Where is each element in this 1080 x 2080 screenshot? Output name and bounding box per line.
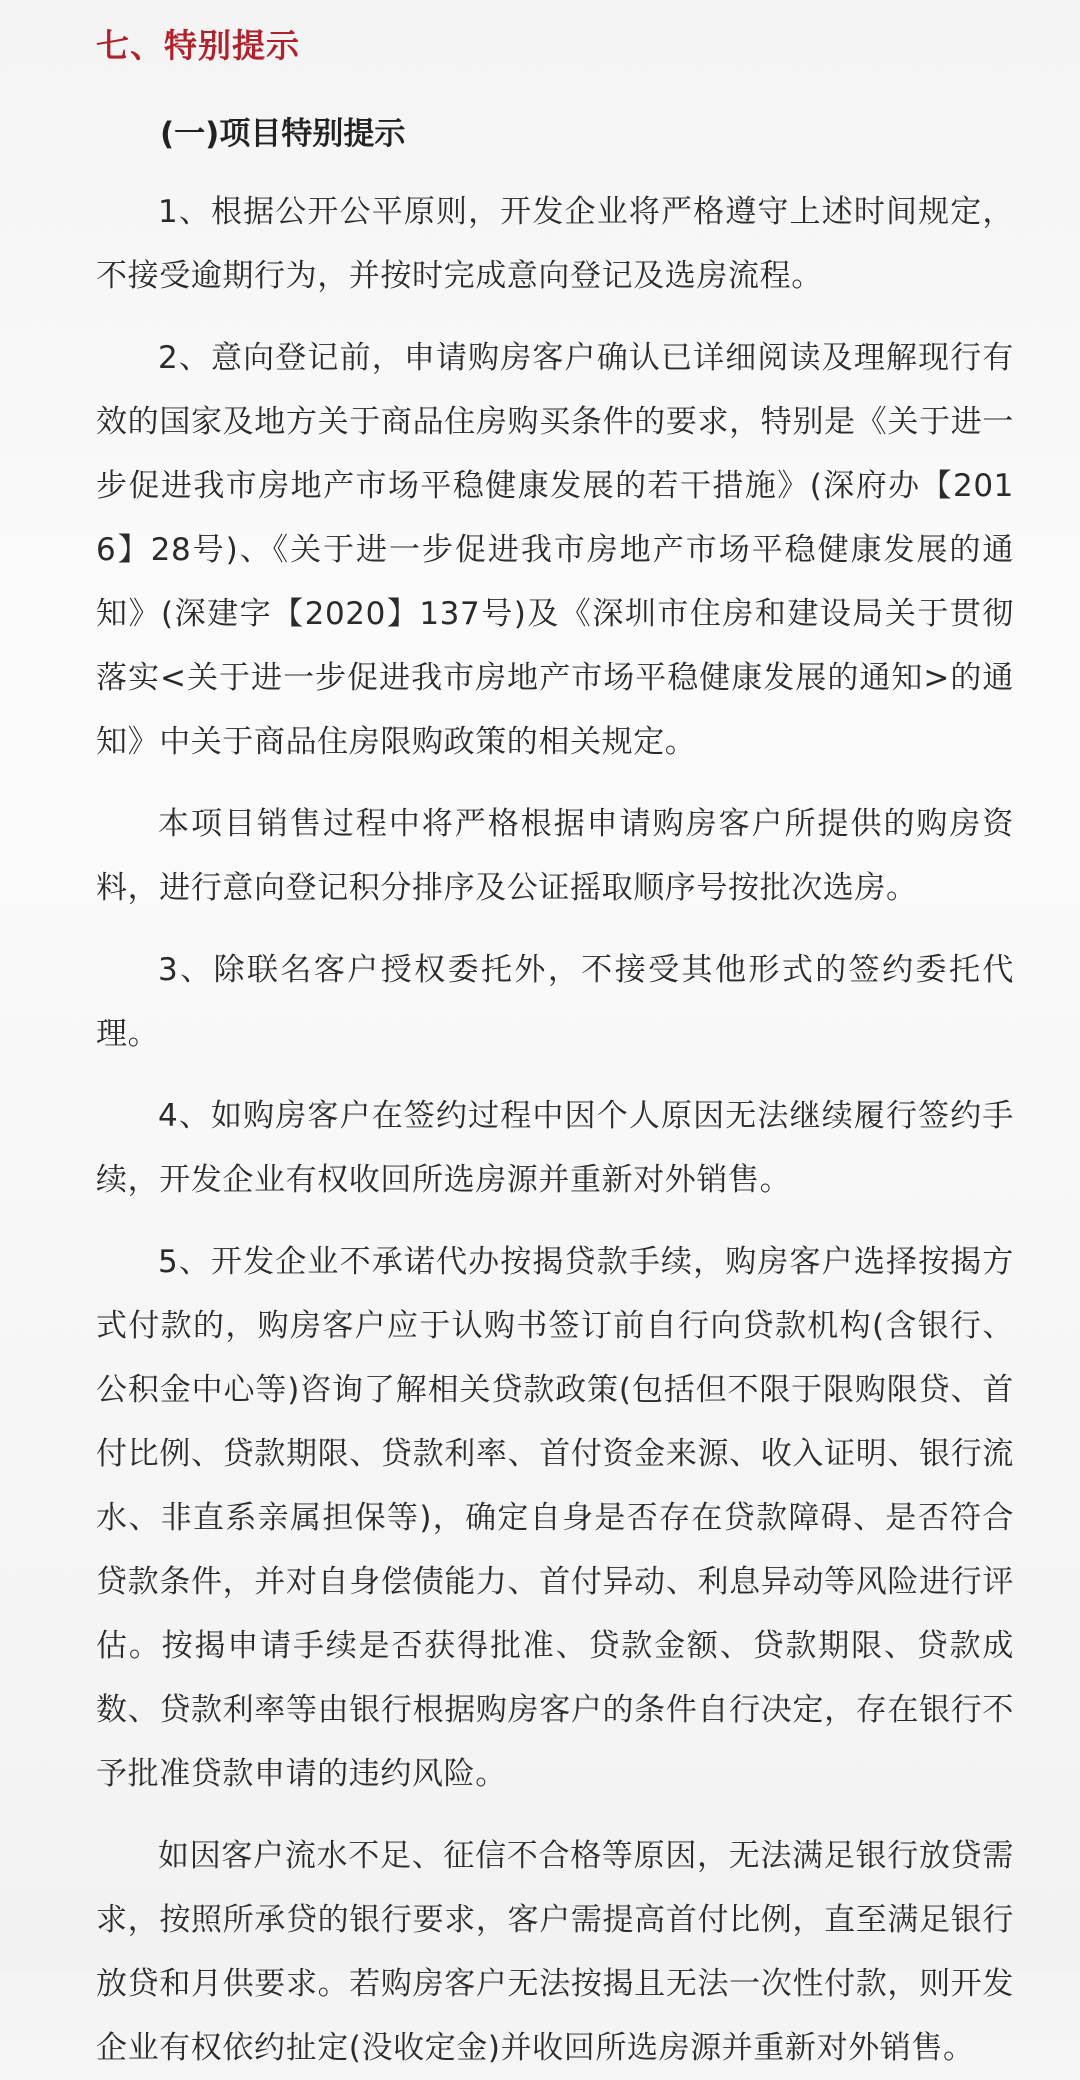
paragraph-3: 本项目销售过程中将严格根据申请购房客户所提供的购房资料，进行意向登记积分排序及公证摇取顺序号按批次选房。 [96, 806, 1014, 906]
paragraph-4: 3、除联名客户授权委托外，不接受其他形式的签约委托代理。 [96, 952, 1014, 1052]
paragraph-1: 1、根据公开公平原则，开发企业将严格遵守上述时间规定，不接受逾期行为，并按时完成意向登记及选房流程。 [96, 194, 1014, 294]
paragraph-5: 4、如购房客户在签约过程中因个人原因无法继续履行签约手续，开发企业有权收回所选房源并重新对外销售。 [96, 1098, 1014, 1198]
subsection-title: (一)项目特别提示 [160, 116, 406, 152]
paragraph-2: 2、意向登记前，申请购房客户确认已详细阅读及理解现行有效的国家及地方关于商品住房购买条件的要求，特别是《关于进一步促进我市房地产市场平稳健康发展的若干措施》(深府办【2016】28号)、《关于进一步促进我市房地产市场平稳健康发展的通知》(深建字【2020】137号)及《深圳市住房和建设局关于贯彻落实<关于进一步促进我市房地产市场平稳健康发展的通知>的通知》中关于商品住房限购政策的相关规定。 [96, 340, 1014, 760]
paragraph-6: 5、开发企业不承诺代办按揭贷款手续，购房客户选择按揭方式付款的，购房客户应于认购书签订前自行向贷款机构(含银行、公积金中心等)咨询了解相关贷款政策(包括但不限于限购限贷、首付比例、贷款期限、贷款利率、首付资金来源、收入证明、银行流水、非直系亲属担保等)，确定自身是否存在贷款障碍、是否符合贷款条件，并对自身偿债能力、首付异动、利息异动等风险进行评估。按揭申请手续是否获得批准、贷款金额、贷款期限、贷款成数、贷款利率等由银行根据购房客户的条件自行决定，存在银行不予批准贷款申请的违约风险。 [96, 1244, 1014, 1792]
paragraph-7: 如因客户流水不足、征信不合格等原因，无法满足银行放贷需求，按照所承贷的银行要求，客户需提高首付比例，直至满足银行放贷和月供要求。若购房客户无法按揭且无法一次性付款，则开发企业有权依约扯定(没收定金)并收回所选房源并重新对外销售。 [96, 1838, 1014, 2066]
section-title: 七、特别提示 [96, 26, 300, 65]
